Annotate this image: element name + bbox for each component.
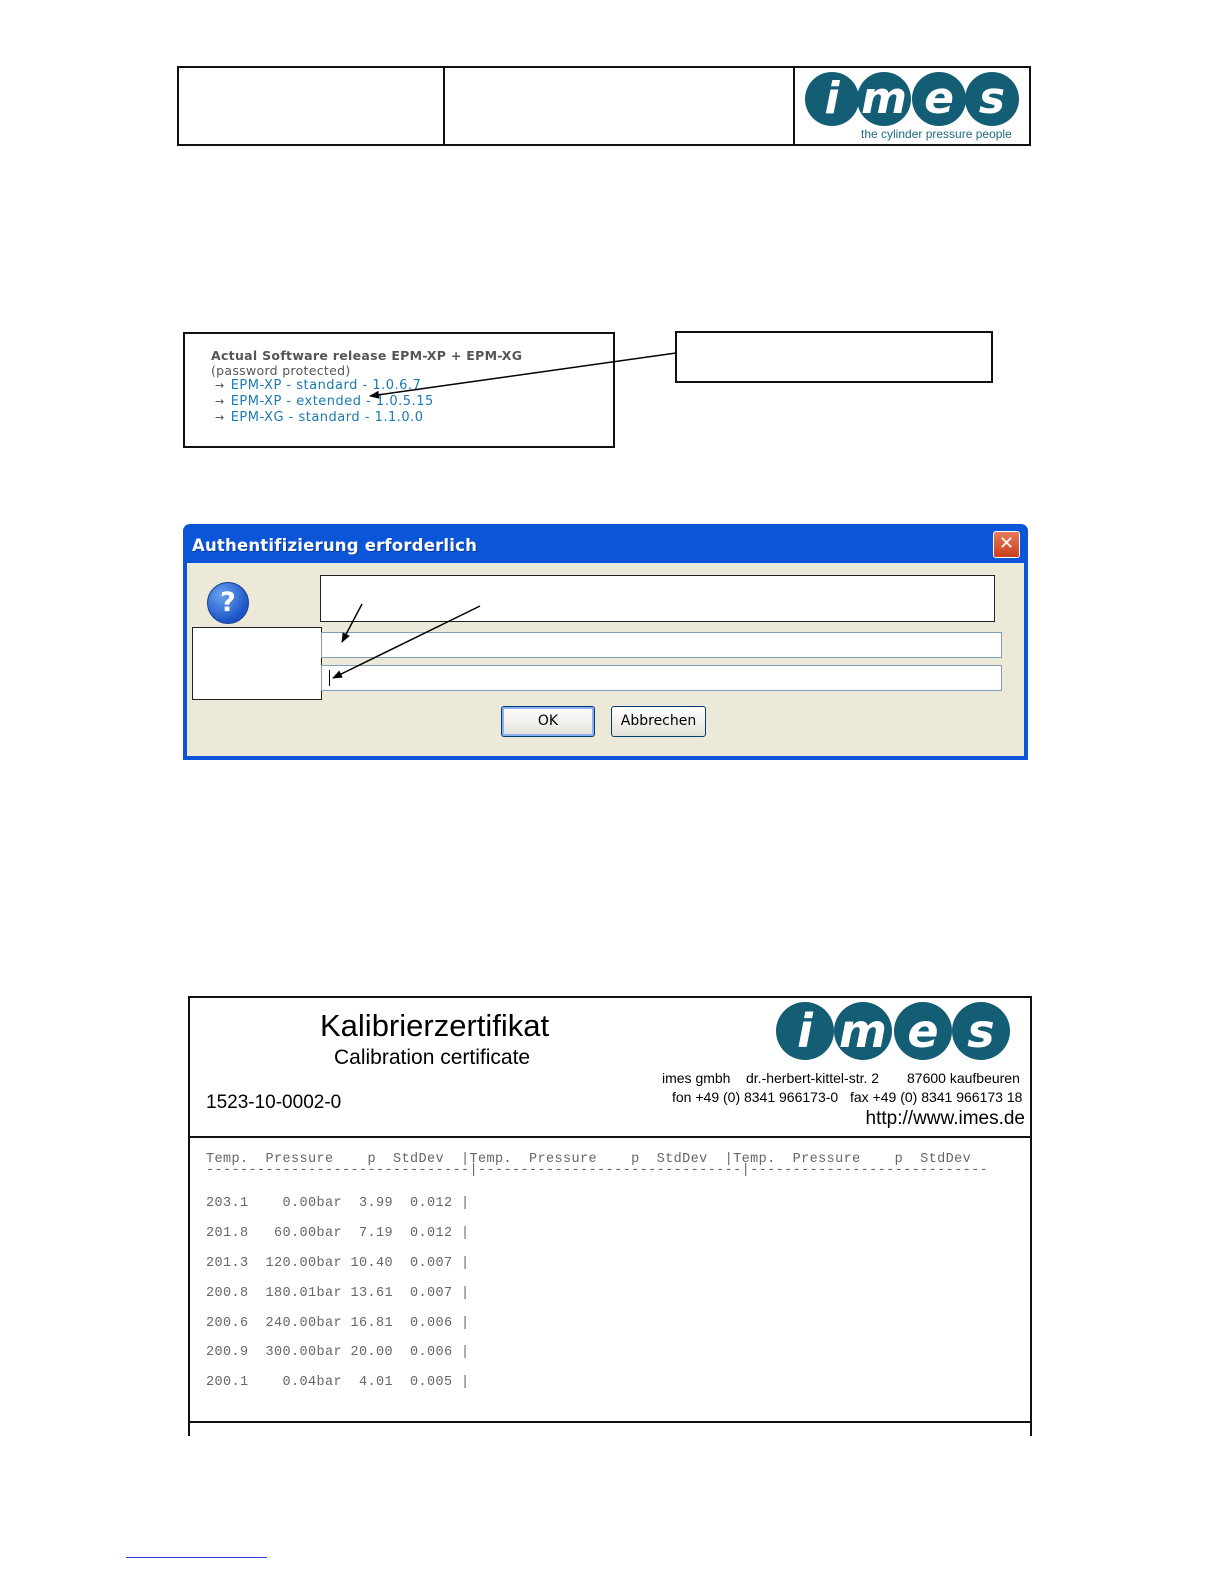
company-name: imes gmbh bbox=[662, 1070, 731, 1086]
arrow-right-icon: → bbox=[215, 395, 225, 408]
company-phone: fon +49 (0) 8341 966173-0 bbox=[672, 1089, 839, 1105]
logo-letter-s: s bbox=[965, 72, 1019, 126]
password-field[interactable] bbox=[321, 665, 1002, 691]
imes-logo bbox=[776, 1002, 1012, 1066]
auth-dialog-body bbox=[187, 563, 1024, 756]
logo-tagline: the cylinder pressure people bbox=[861, 127, 1012, 141]
username-field[interactable] bbox=[321, 632, 1002, 658]
auth-dialog bbox=[183, 524, 1028, 760]
company-url[interactable]: http://www.imes.de bbox=[865, 1108, 1025, 1129]
logo-letter-m: m bbox=[857, 72, 911, 126]
table-row: 200.8 180.01bar 13.61 0.007 | bbox=[206, 1286, 470, 1301]
company-street: dr.-herbert-kittel-str. 2 bbox=[746, 1070, 880, 1086]
callout-arrow-release bbox=[370, 353, 676, 396]
auth-labels-callout bbox=[192, 627, 322, 700]
certificate-number: 1523-10-0002-0 bbox=[206, 1092, 342, 1113]
release-title: Actual Software release EPM-XP + EPM-XG bbox=[211, 348, 523, 363]
table-row: 200.1 0.04bar 4.01 0.005 | bbox=[206, 1375, 470, 1390]
release-link-label: EPM-XP - standard - 1.0.6.7 bbox=[230, 378, 422, 393]
logo-letter-i: i bbox=[805, 72, 859, 126]
logo-letter-m: m bbox=[834, 1002, 892, 1060]
cancel-button[interactable]: Abbrechen bbox=[611, 706, 706, 737]
table-row: 200.6 240.00bar 16.81 0.006 | bbox=[206, 1316, 470, 1331]
release-subtitle: (password protected) bbox=[211, 363, 351, 378]
certificate-bottom-divider bbox=[190, 1421, 1030, 1423]
table-rule: -------------------------------|-------------------------------|---------------------------- bbox=[206, 1163, 989, 1178]
auth-message-callout bbox=[320, 575, 995, 622]
arrow-right-icon: → bbox=[215, 379, 225, 392]
close-icon[interactable]: ✕ bbox=[993, 531, 1020, 558]
table-row: 201.8 60.00bar 7.19 0.012 | bbox=[206, 1226, 470, 1241]
arrow-right-icon: → bbox=[215, 411, 225, 424]
table-row: 203.1 0.00bar 3.99 0.012 | bbox=[206, 1196, 470, 1211]
company-city: 87600 kaufbeuren bbox=[907, 1070, 1020, 1086]
table-header: Temp. Pressure p StdDev |Temp. Pressure p StdDev |Temp. Pressure p StdDev bbox=[206, 1152, 972, 1167]
table-row: 200.9 300.00bar 20.00 0.006 | bbox=[206, 1345, 470, 1360]
certificate-subtitle: Calibration certificate bbox=[334, 1046, 531, 1069]
logo-letter-e: e bbox=[894, 1002, 952, 1060]
logo-letter-i: i bbox=[776, 1002, 834, 1060]
question-icon: ? bbox=[207, 582, 249, 624]
ok-button[interactable]: OK bbox=[501, 706, 595, 737]
auth-dialog-title: Authentifizierung erforderlich bbox=[192, 536, 478, 555]
calibration-certificate bbox=[188, 996, 1032, 1436]
text-caret bbox=[329, 670, 330, 686]
logo-letter-e: e bbox=[912, 72, 966, 126]
certificate-title: Kalibrierzertifikat bbox=[320, 1008, 550, 1043]
certificate-divider bbox=[190, 1136, 1030, 1138]
release-link-label: EPM-XG - standard - 1.1.0.0 bbox=[230, 410, 424, 425]
table-row: 201.3 120.00bar 10.40 0.007 | bbox=[206, 1256, 470, 1271]
release-link-label: EPM-XP - extended - 1.0.5.15 bbox=[230, 394, 434, 409]
logo-letter-s: s bbox=[952, 1002, 1010, 1060]
footnote-rule bbox=[126, 1557, 267, 1558]
company-fax: fax +49 (0) 8341 966173 18 bbox=[850, 1089, 1023, 1105]
